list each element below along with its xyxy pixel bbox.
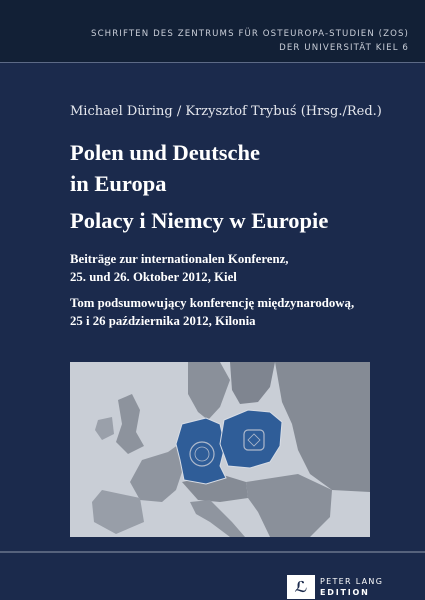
germany-highlight xyxy=(176,418,226,484)
title-german-line-1: Polen und Deutsche xyxy=(70,140,261,165)
subtitle-polish-line-2: 25 i 26 października 2012, Kilonia xyxy=(70,314,256,328)
header-divider xyxy=(0,62,425,63)
publisher-text xyxy=(320,576,383,598)
series-title-line-1: SCHRIFTEN DES ZENTRUMS FÜR OSTEUROPA-STUDIEN (ZOS) xyxy=(91,29,409,39)
europe-map-image xyxy=(70,362,370,537)
title-polish: Polacy i Niemcy w Europie xyxy=(70,208,329,233)
series-title-line-2: DER UNIVERSITÄT KIEL 6 xyxy=(279,43,409,53)
subtitle-german-line-2: 25. und 26. Oktober 2012, Kiel xyxy=(70,270,237,284)
subtitle-german-line-1: Beiträge zur internationalen Konferenz, xyxy=(70,252,289,266)
subtitle-polish-line-1: Tom podsumowujący konferencję międzynarodową, xyxy=(70,296,355,310)
publisher-logo xyxy=(287,575,383,599)
peter-lang-logo-icon: ℒ xyxy=(287,575,315,599)
series-header xyxy=(0,0,425,62)
bottom-divider xyxy=(0,551,425,553)
authors: Michael Düring / Krzysztof Trybuś (Hrsg./Red.) xyxy=(70,104,382,119)
publisher-name: PETER LANG xyxy=(320,577,384,586)
title-german-line-2: in Europa xyxy=(70,171,167,196)
publisher-edition: EDITION xyxy=(320,588,370,597)
